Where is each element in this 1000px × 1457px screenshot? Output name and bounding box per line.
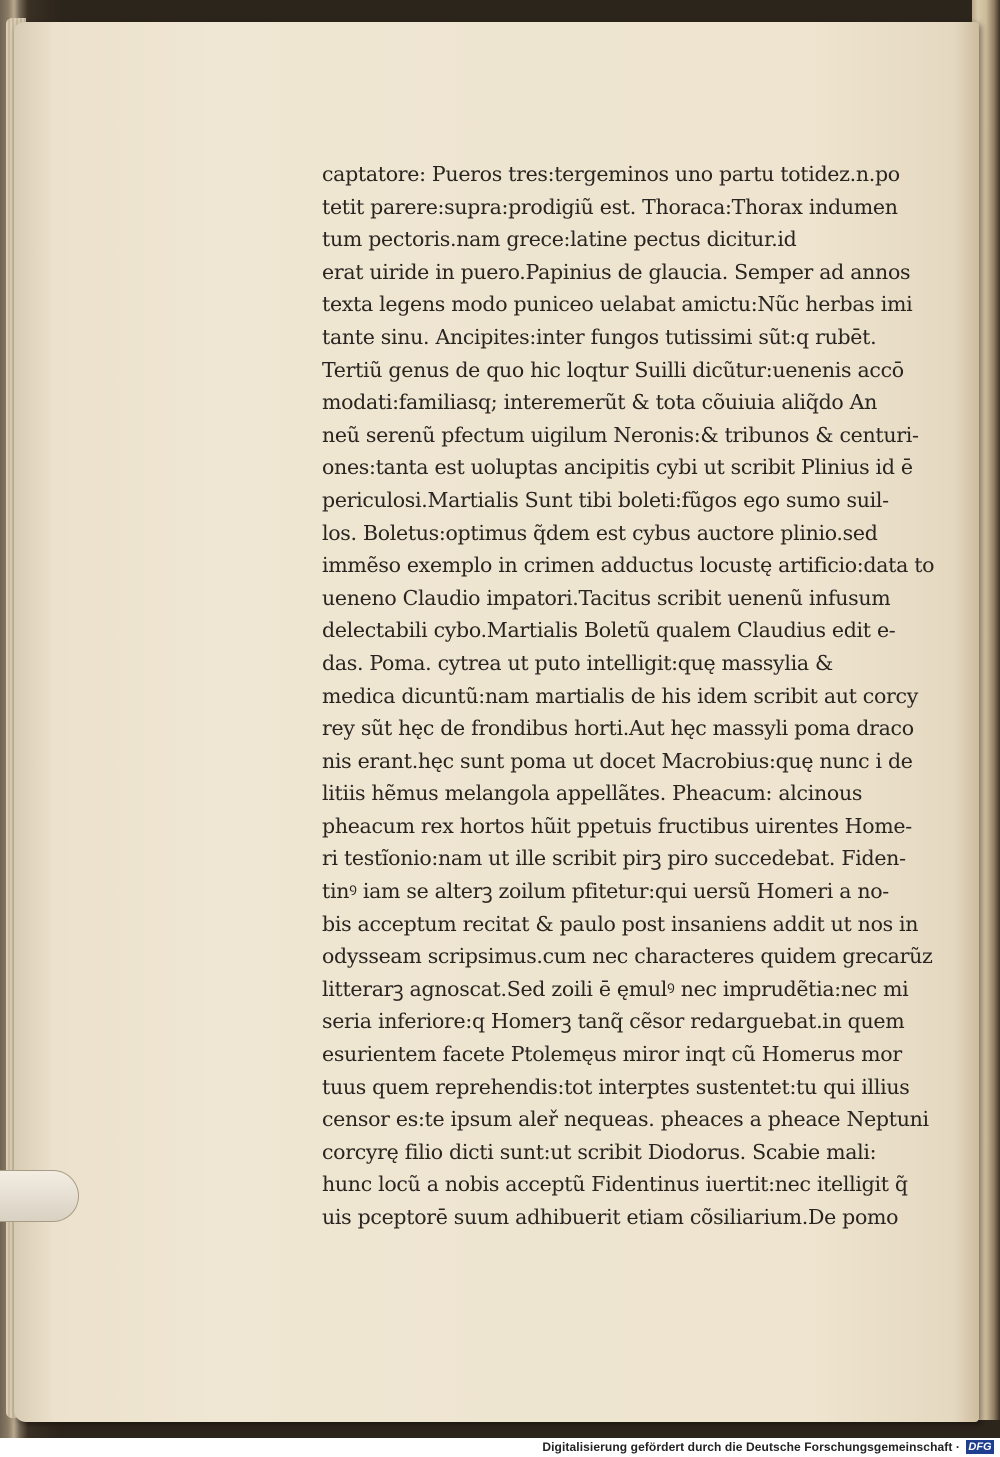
text-line: tinꝰ iam se alterꝫ zoilum pfitetur:qui uersũ Homeri a no- xyxy=(322,879,889,904)
text-line: litiis hẽmus melangola appellãtes. Pheacum: alcinous xyxy=(322,781,863,806)
text-line: tuus quem reprehendis:tot interptes sustentet:tu qui illius xyxy=(322,1074,910,1099)
text-line: esurientem facete Ptolemęus miror inqt cũ Homerus mor xyxy=(322,1042,902,1067)
text-line: erat uiride in puero.Papinius de glaucia. Semper ad annos xyxy=(322,259,911,284)
text-line: rey sũt hęc de frondibus horti.Aut hęc massyli poma draco xyxy=(322,716,914,741)
text-line: modati:familiasq; interemerũt & tota cõuiuia aliq̃do An xyxy=(322,390,878,415)
text-line: delectabili cybo.Martialis Boletũ qualem Claudius edit e- xyxy=(322,618,896,643)
text-line: corcyrę filio dicti sunt:ut scribit Diodorus. Scabie mali: xyxy=(322,1139,877,1164)
text-line: ueneno Claudio impatori.Tacitus scribit uenenũ infusum xyxy=(322,585,891,610)
text-line: nis erant.hęc sunt poma ut docet Macrobius:quę nunc i de xyxy=(322,748,913,773)
text-line: neũ serenũ pfectum uigilum Neronis:& tribunos & centuri- xyxy=(322,422,919,447)
text-line: los. Boletus:optimus q̃dem est cybus auctore plinio.sed xyxy=(322,520,878,545)
text-line: litterarꝫ agnoscat.Sed zoili ē ęmulꝰ nec imprudẽtia:nec mi xyxy=(322,976,909,1001)
text-line: das. Poma. cytrea ut puto intelligit:quę massylia & xyxy=(322,650,833,675)
text-line: texta legens modo puniceo uelabat amictu:Nũc herbas imi xyxy=(322,292,913,317)
text-line: Tertiũ genus de quo hic loqtur Suilli dicũtur:uenenis accō xyxy=(322,357,904,382)
bookmark-tab xyxy=(0,1170,79,1222)
text-line: ri testĩonio:nam ut ille scribit pirꝫ piro succedebat. Fiden- xyxy=(322,846,906,871)
text-line: immẽso exemplo in crimen adductus locustę artificio:data to xyxy=(322,553,935,578)
page-text-block xyxy=(322,158,935,1234)
text-line: tum pectoris.nam grece:latine pectus dicitur.id xyxy=(322,227,797,252)
text-line: bis acceptum recitat & paulo post insaniens addit ut nos in xyxy=(322,911,919,936)
text-line: uis pceptorē suum adhibuerit etiam cõsiliarium.De pomo xyxy=(322,1205,899,1229)
footer-bar xyxy=(0,1438,1000,1457)
footer-credit: Digitalisierung gefördert durch die Deutsche Forschungsgemeinschaft · xyxy=(542,1440,960,1454)
text-line: seria inferiore:q Homerꝫ tanq̃ cẽsor redarguebat.in quem xyxy=(322,1009,905,1034)
text-line: ones:tanta est uoluptas ancipitis cybi ut scribit Plinius id ē xyxy=(322,455,913,480)
text-line: medica dicuntũ:nam martialis de his idem scribit aut corcy xyxy=(322,683,918,708)
dfg-logo: DFG xyxy=(966,1440,994,1454)
text-line: hunc locũ a nobis acceptũ Fidentinus iuertit:nec itelligit q̃ xyxy=(322,1172,908,1197)
text-line: pheacum rex hortos hũit ppetuis fructibus uirentes Home- xyxy=(322,813,912,838)
text-line: periculosi.Martialis Sunt tibi boleti:fũgos ego sumo suil- xyxy=(322,487,889,512)
text-line: tetit parere:supra:prodigiũ est. Thoraca:Thorax indumen xyxy=(322,194,898,219)
text-line: censor es:te ipsum aleř nequeas. pheaces a pheace Neptuni xyxy=(322,1107,929,1132)
text-line: tante sinu. Ancipites:inter fungos tutissimi sũt:q rubēt. xyxy=(322,324,877,349)
text-line: captatore: Pueros tres:tergeminos uno partu totidez.n.po xyxy=(322,162,900,186)
text-line: odysseam scripsimus.cum nec characteres quidem grecarũz xyxy=(322,944,933,969)
